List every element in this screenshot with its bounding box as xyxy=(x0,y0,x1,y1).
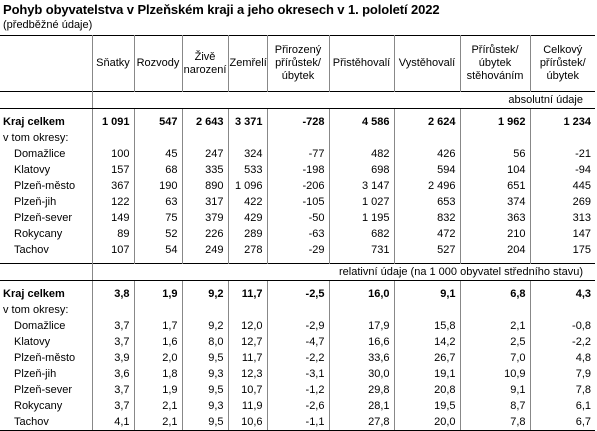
table-cell: 33,6 xyxy=(329,350,394,366)
table-cell: 4,8 xyxy=(575,352,591,364)
table-cell: 2 643 xyxy=(182,114,228,130)
empty-cell xyxy=(267,130,329,146)
table-cell: 8,7 xyxy=(460,398,530,414)
empty-cell xyxy=(460,302,530,318)
table-cell: 14,2 xyxy=(394,334,460,350)
row-label: Klatovy xyxy=(0,162,92,178)
table-cell: 104 xyxy=(460,162,530,178)
table-cell: 1 234 xyxy=(563,116,591,128)
page-subtitle: (předběžné údaje) xyxy=(3,19,93,31)
table-cell: 472 xyxy=(394,226,460,242)
table-cell: 75 xyxy=(134,210,182,226)
empty-cell xyxy=(182,130,228,146)
table-cell: 45 xyxy=(134,146,182,162)
column-header: Přistěhovalí xyxy=(329,36,394,92)
page-title: Pohyb obyvatelstva v Plzeňském kraji a jeho okresech v 1. pololetí 2022 xyxy=(3,2,440,17)
table-cell: 12,3 xyxy=(228,366,267,382)
table-cell: 1 091 xyxy=(92,114,134,130)
row-label: Rokycany xyxy=(0,398,92,414)
table-cell: 9,2 xyxy=(182,286,228,302)
table-cell: 9,1 xyxy=(394,286,460,302)
table-cell: 7,9 xyxy=(575,368,591,380)
column-header: Zemřelí xyxy=(228,36,267,92)
table-cell: 527 xyxy=(394,242,460,258)
table-cell: 8,0 xyxy=(182,334,228,350)
subheader-label: v tom okresy: xyxy=(0,302,92,318)
table-cell: 1,6 xyxy=(134,334,182,350)
table-cell: 289 xyxy=(228,226,267,242)
table-cell: 269 xyxy=(572,196,591,208)
column-header: Celkový přírůstek/ úbytek xyxy=(539,44,586,82)
table-cell: 2,1 xyxy=(460,318,530,334)
table-cell: 107 xyxy=(92,242,134,258)
column-header: Přirozený přírůstek/ úbytek xyxy=(267,36,329,92)
table-cell: 19,1 xyxy=(394,366,460,382)
table-cell: 89 xyxy=(92,226,134,242)
empty-cell xyxy=(134,302,182,318)
table-cell: 16,6 xyxy=(329,334,394,350)
table-cell: 157 xyxy=(92,162,134,178)
table-cell: 210 xyxy=(460,226,530,242)
table-cell: -1,1 xyxy=(267,414,329,431)
table-cell: 9,5 xyxy=(182,350,228,366)
table-row xyxy=(0,178,595,194)
table-row xyxy=(0,382,595,398)
empty-cell xyxy=(134,130,182,146)
table-cell: 6,1 xyxy=(575,400,591,412)
table-cell: 682 xyxy=(329,226,394,242)
table-cell: -94 xyxy=(575,164,591,176)
table-row xyxy=(0,414,595,431)
table-row xyxy=(0,162,595,178)
table-cell: 12,0 xyxy=(228,318,267,334)
subheader-label: v tom okresy: xyxy=(0,130,92,146)
table-cell: 7,8 xyxy=(460,414,530,431)
table-cell: 56 xyxy=(460,146,530,162)
table-cell: 278 xyxy=(228,242,267,258)
table-cell: -198 xyxy=(267,162,329,178)
subheader-row xyxy=(0,130,595,146)
table-cell: 3,7 xyxy=(92,318,134,334)
empty-cell xyxy=(0,264,92,281)
table-cell: 731 xyxy=(329,242,394,258)
table-cell: 1,9 xyxy=(134,382,182,398)
row-label: Plzeň-město xyxy=(0,350,92,366)
section-label-row xyxy=(0,264,595,281)
table-cell: 374 xyxy=(460,194,530,210)
row-label: Domažlice xyxy=(0,318,92,334)
table-row xyxy=(0,398,595,414)
column-header: Sňatky xyxy=(92,36,134,92)
table-cell: 26,7 xyxy=(394,350,460,366)
table-cell: 4,1 xyxy=(92,414,134,431)
table-cell: 3,8 xyxy=(92,286,134,302)
table-cell: 226 xyxy=(182,226,228,242)
table-cell: 3 371 xyxy=(228,114,267,130)
table-cell: 429 xyxy=(228,210,267,226)
table-cell: -3,1 xyxy=(267,366,329,382)
column-header: Rozvody xyxy=(134,36,182,92)
table-cell: 379 xyxy=(182,210,228,226)
table-cell: 335 xyxy=(182,162,228,178)
empty-cell xyxy=(530,302,595,318)
table-cell: 11,7 xyxy=(228,286,267,302)
table-cell: 15,8 xyxy=(394,318,460,334)
table-cell: -728 xyxy=(267,114,329,130)
table-cell: 594 xyxy=(394,162,460,178)
table-cell: 890 xyxy=(182,178,228,194)
table-cell: 19,5 xyxy=(394,398,460,414)
table-cell: 175 xyxy=(572,244,591,256)
row-label: Tachov xyxy=(0,414,92,431)
table-cell: 1,9 xyxy=(134,286,182,302)
table-cell: 3,6 xyxy=(92,366,134,382)
table-cell: 9,1 xyxy=(460,382,530,398)
empty-cell xyxy=(182,302,228,318)
column-header: Živě narození xyxy=(182,36,228,92)
table-cell: -63 xyxy=(267,226,329,242)
table-cell: 1,7 xyxy=(134,318,182,334)
empty-cell xyxy=(460,130,530,146)
table-cell: 9,2 xyxy=(182,318,228,334)
table-cell: -50 xyxy=(267,210,329,226)
table-row xyxy=(0,318,595,334)
table-cell: -2,9 xyxy=(267,318,329,334)
table-cell: 317 xyxy=(182,194,228,210)
table-cell: 2 624 xyxy=(394,114,460,130)
table-cell: 249 xyxy=(182,242,228,258)
table-cell: 9,5 xyxy=(182,382,228,398)
table-cell: 651 xyxy=(460,178,530,194)
empty-cell xyxy=(530,130,595,146)
table-cell: 9,5 xyxy=(182,414,228,431)
empty-cell xyxy=(228,302,267,318)
table-cell: -206 xyxy=(267,178,329,194)
empty-cell xyxy=(329,302,394,318)
row-label: Domažlice xyxy=(0,146,92,162)
table-cell: 17,9 xyxy=(329,318,394,334)
table-cell: -0,8 xyxy=(572,320,591,332)
table-cell: 3,9 xyxy=(92,350,134,366)
table-cell: -4,7 xyxy=(267,334,329,350)
table-cell: 28,1 xyxy=(329,398,394,414)
table-cell: 4 586 xyxy=(329,114,394,130)
total-row xyxy=(0,114,595,130)
table-cell: 27,8 xyxy=(329,414,394,431)
table-cell: 30,0 xyxy=(329,366,394,382)
table-cell: -2,6 xyxy=(267,398,329,414)
table-cell: 12,7 xyxy=(228,334,267,350)
row-label: Plzeň-jih xyxy=(0,366,92,382)
column-header: Vystěhovalí xyxy=(394,36,460,92)
table-row xyxy=(0,242,595,258)
table-cell: 832 xyxy=(394,210,460,226)
table-cell: -29 xyxy=(267,242,329,258)
table-cell: -2,2 xyxy=(572,336,591,348)
table-cell: 363 xyxy=(460,210,530,226)
empty-cell xyxy=(329,130,394,146)
table-cell: 122 xyxy=(92,194,134,210)
table-cell: 324 xyxy=(228,146,267,162)
table-cell: 313 xyxy=(572,212,591,224)
empty-cell xyxy=(228,130,267,146)
row-label: Plzeň-sever xyxy=(0,210,92,226)
table-cell: 52 xyxy=(134,226,182,242)
table-cell: 1,8 xyxy=(134,366,182,382)
table-cell: 63 xyxy=(134,194,182,210)
empty-cell xyxy=(267,302,329,318)
section-label: absolutní údaje xyxy=(92,92,595,109)
table-cell: 2 496 xyxy=(394,178,460,194)
table-row xyxy=(0,350,595,366)
row-label: Tachov xyxy=(0,242,92,258)
table-cell: -105 xyxy=(267,194,329,210)
table-cell: 547 xyxy=(134,114,182,130)
table-cell: -1,2 xyxy=(267,382,329,398)
table-cell: -2,2 xyxy=(267,350,329,366)
table-cell: 9,3 xyxy=(182,366,228,382)
total-row xyxy=(0,286,595,302)
table-cell: 9,3 xyxy=(182,398,228,414)
table-cell: 190 xyxy=(134,178,182,194)
table-cell: 2,0 xyxy=(134,350,182,366)
header-row xyxy=(0,36,595,92)
table-cell: 3 147 xyxy=(329,178,394,194)
table-cell: 698 xyxy=(329,162,394,178)
table-cell: 29,8 xyxy=(329,382,394,398)
table-row xyxy=(0,210,595,226)
table-cell: -2,5 xyxy=(267,286,329,302)
table-cell: 20,0 xyxy=(394,414,460,431)
table-cell: 16,0 xyxy=(329,286,394,302)
table-cell: 10,7 xyxy=(228,382,267,398)
table-cell: 3,7 xyxy=(92,398,134,414)
table-cell: -77 xyxy=(267,146,329,162)
table-cell: 149 xyxy=(92,210,134,226)
table-cell: 1 027 xyxy=(329,194,394,210)
table-cell: 1 195 xyxy=(329,210,394,226)
table-cell: 10,9 xyxy=(460,366,530,382)
section-label-row xyxy=(0,92,595,109)
row-label: Klatovy xyxy=(0,334,92,350)
table-cell: 533 xyxy=(228,162,267,178)
row-label: Kraj celkem xyxy=(0,286,92,302)
table-cell: 445 xyxy=(572,180,591,192)
table-cell: 426 xyxy=(394,146,460,162)
column-header xyxy=(0,36,92,92)
empty-cell xyxy=(92,302,134,318)
table-cell: 4,3 xyxy=(575,288,591,300)
table-cell: 1 096 xyxy=(228,178,267,194)
table-body xyxy=(0,92,595,431)
row-label: Plzeň-město xyxy=(0,178,92,194)
table-cell: 3,7 xyxy=(92,382,134,398)
empty-cell xyxy=(92,130,134,146)
row-label: Rokycany xyxy=(0,226,92,242)
table-row xyxy=(0,194,595,210)
table-row xyxy=(0,366,595,382)
table-cell: 2,1 xyxy=(134,398,182,414)
row-label: Plzeň-jih xyxy=(0,194,92,210)
table-cell: 2,1 xyxy=(134,414,182,431)
table-cell: 54 xyxy=(134,242,182,258)
table-cell: 10,6 xyxy=(228,414,267,431)
table-cell: 1 962 xyxy=(460,114,530,130)
table-cell: 147 xyxy=(572,228,591,240)
table-row xyxy=(0,334,595,350)
table-row xyxy=(0,146,595,162)
table-cell: 68 xyxy=(134,162,182,178)
table-cell: 6,8 xyxy=(460,286,530,302)
table-cell: 7,8 xyxy=(575,384,591,396)
table-cell: 6,7 xyxy=(530,414,595,431)
table-cell: 11,7 xyxy=(228,350,267,366)
table-cell: 204 xyxy=(460,242,530,258)
column-header: Přírůstek/ úbytek stěhováním xyxy=(460,36,530,92)
table-cell: 7,0 xyxy=(460,350,530,366)
table-cell: 367 xyxy=(92,178,134,194)
table-cell: 11,9 xyxy=(228,398,267,414)
section-label: relativní údaje (na 1 000 obyvatel středního stavu) xyxy=(92,264,595,281)
empty-cell xyxy=(394,302,460,318)
table-cell: 3,7 xyxy=(92,334,134,350)
table-cell: 422 xyxy=(228,194,267,210)
row-label: Plzeň-sever xyxy=(0,382,92,398)
row-label: Kraj celkem xyxy=(0,114,92,130)
table-cell: 653 xyxy=(394,194,460,210)
empty-cell xyxy=(394,130,460,146)
table-cell: 247 xyxy=(182,146,228,162)
table-cell: 2,5 xyxy=(460,334,530,350)
table-cell: 482 xyxy=(329,146,394,162)
table-row xyxy=(0,226,595,242)
table-cell: 100 xyxy=(92,146,134,162)
population-table xyxy=(0,35,595,431)
subheader-row xyxy=(0,302,595,318)
table-cell: -21 xyxy=(575,148,591,160)
empty-cell xyxy=(0,92,92,109)
table-cell: 20,8 xyxy=(394,382,460,398)
